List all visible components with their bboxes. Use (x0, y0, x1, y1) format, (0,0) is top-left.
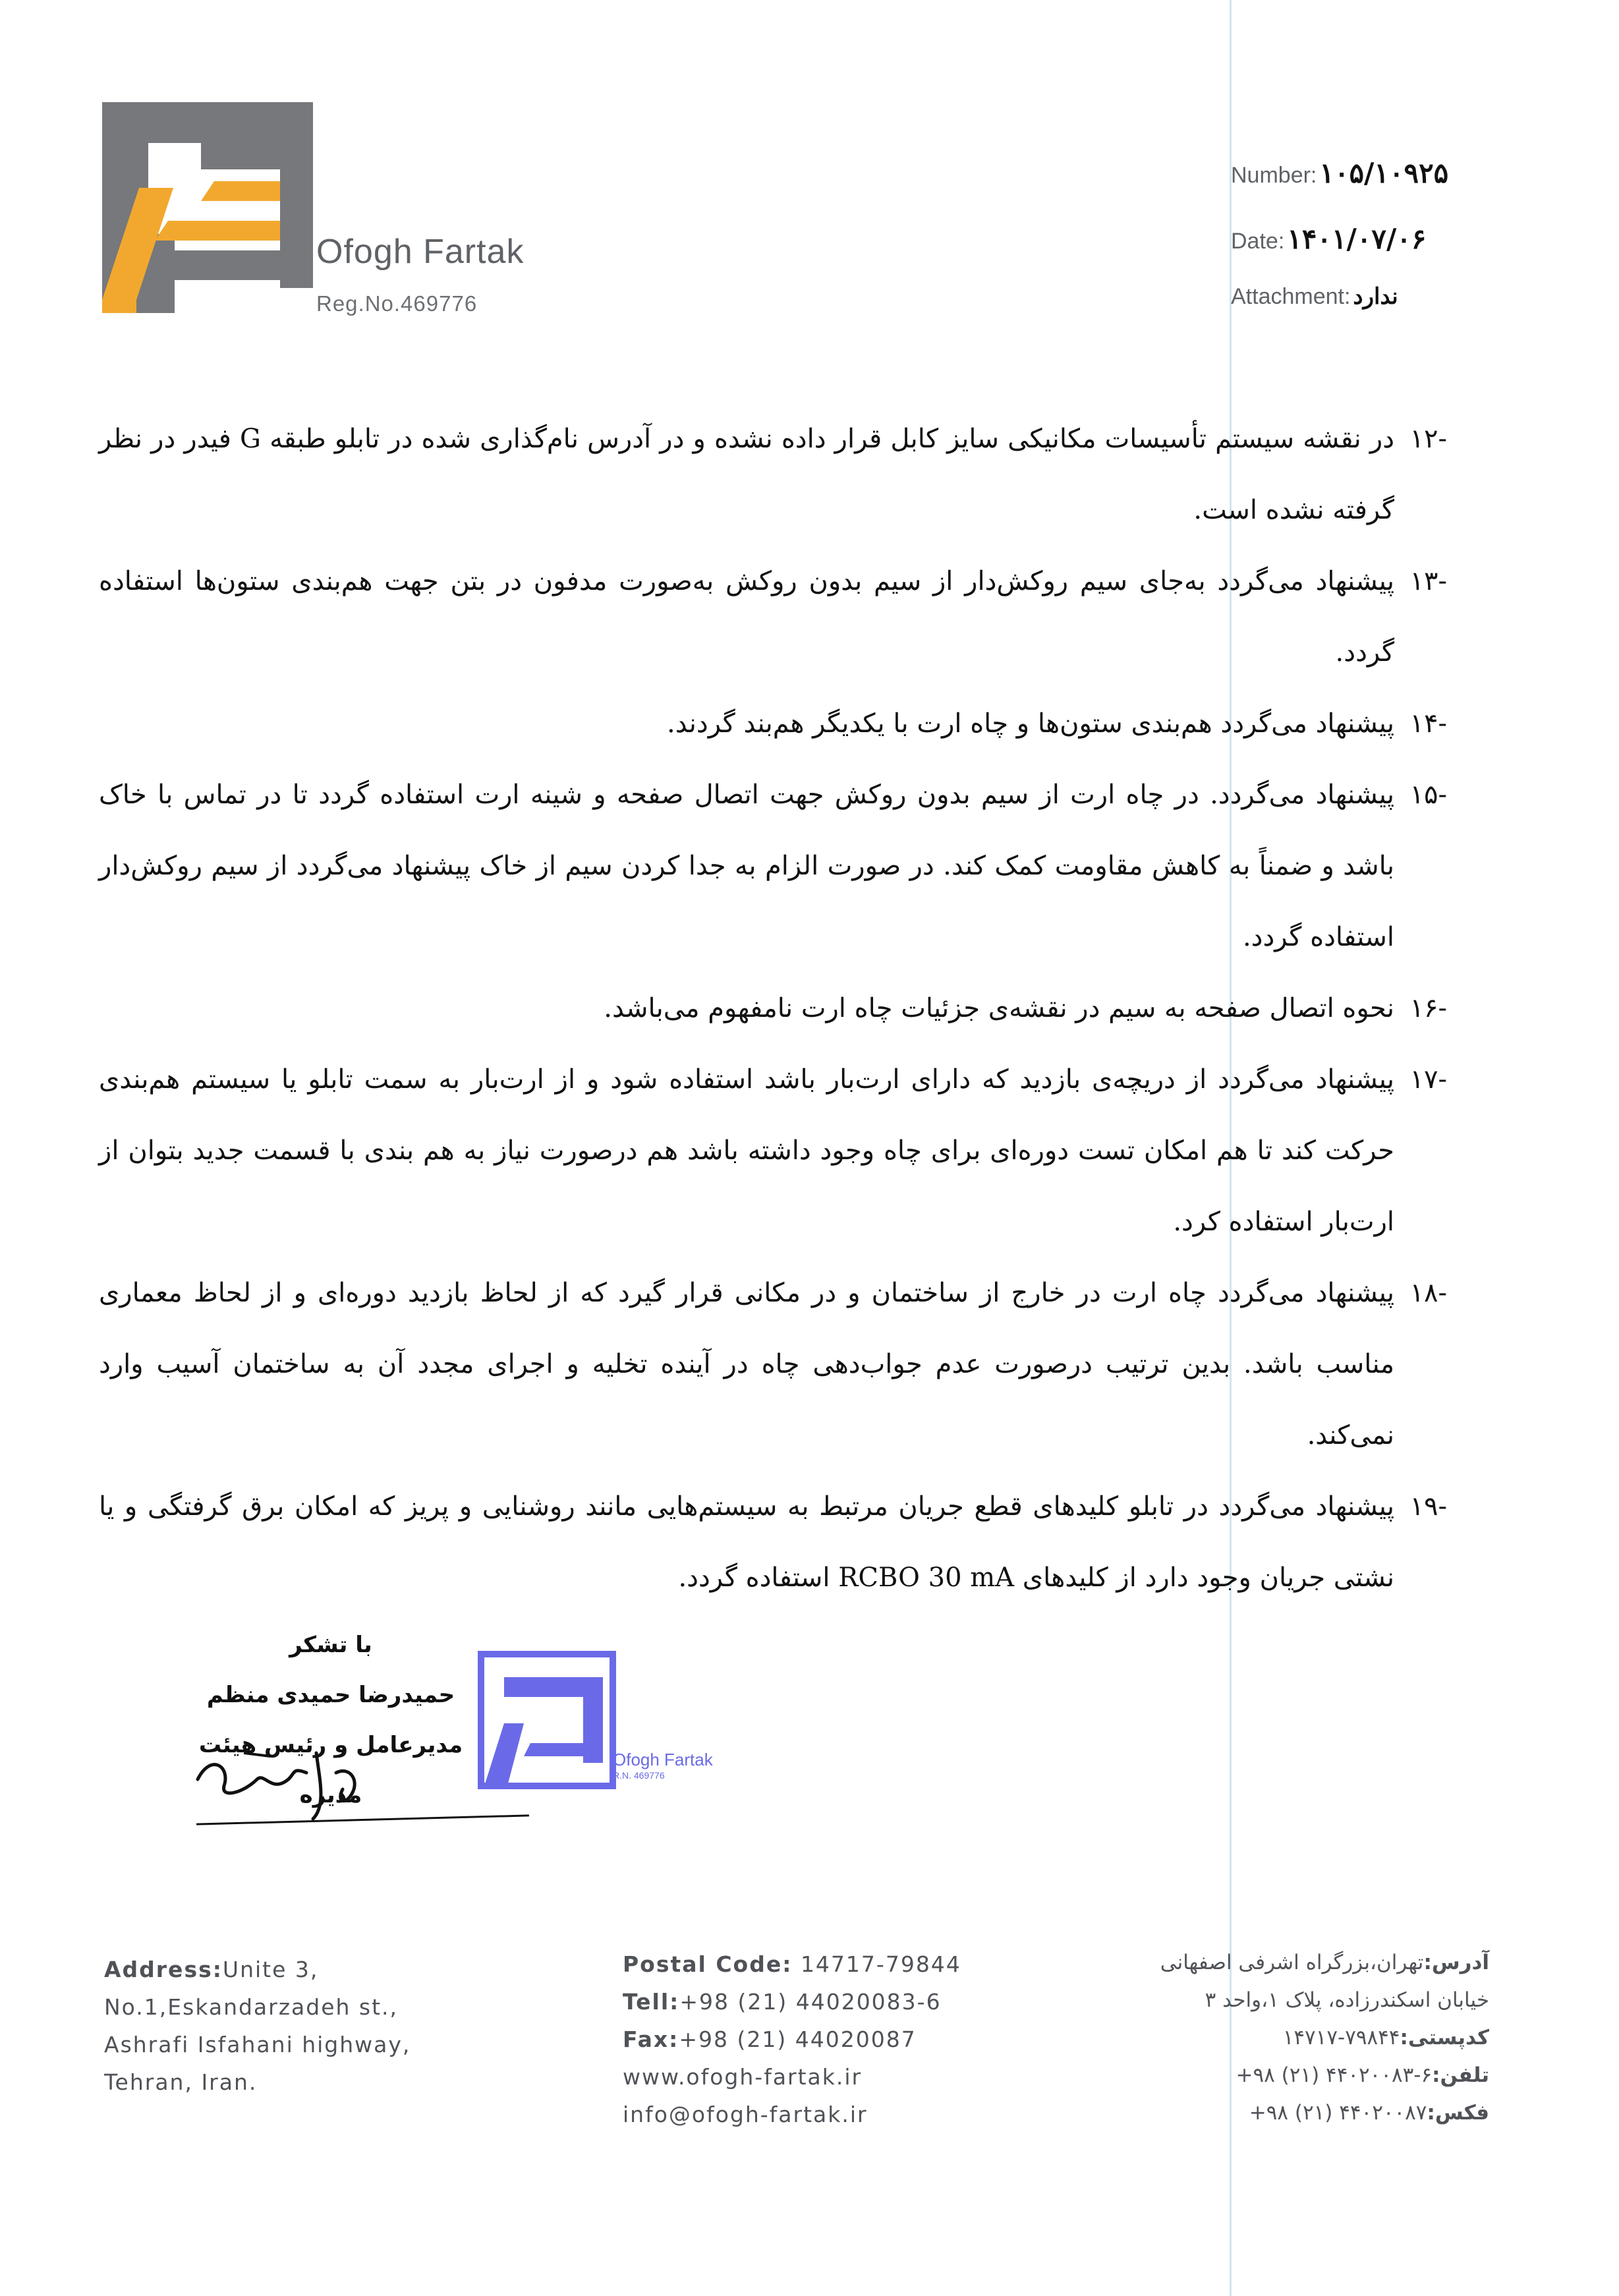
letter-body (99, 403, 1447, 1613)
item-number: -۱۵ (1409, 780, 1447, 810)
fa-postal-value: ۷۹۸۴۴-۱۴۷۱۷ (1282, 2026, 1400, 2050)
fa-tel-value: ۶-۴۴۰۲۰۰۸۳ (۲۱) ۹۸+ (1236, 2063, 1433, 2087)
list-item (99, 1257, 1447, 1471)
fa-tel-label: تلفن: (1432, 2063, 1489, 2087)
tel-value: +98 (21) 44020083-6 (679, 1989, 942, 2015)
signer-title: مدیرعامل و رئیس هیئت مدیره (198, 1732, 463, 1808)
list-item (99, 1471, 1447, 1613)
registration-number: Reg.No.469776 (316, 291, 478, 316)
attachment-value: ندارد (1353, 283, 1398, 310)
letter-number (1231, 157, 1448, 189)
item-number: -۱۳ (1409, 566, 1447, 596)
item-number: -۱۷ (1409, 1064, 1447, 1095)
item-number: -۱۴ (1409, 708, 1447, 739)
signer-name: حمیدرضا حمیدی منظم (206, 1682, 455, 1708)
letter-date (1231, 223, 1426, 255)
tel-label: Tell: (623, 1989, 680, 2015)
fa-address-label: آدرس: (1423, 1951, 1489, 1974)
number-value: ۱۰۵/۱۰۹۲۵ (1319, 157, 1449, 189)
address-line: No.1,Eskandarzadeh st., (104, 1994, 399, 2020)
fa-fax-label: فکس: (1427, 2101, 1489, 2125)
item-number: -۱۹ (1409, 1491, 1447, 1522)
item-text: پیشنهاد می‌گردد. در چاه ارت از سیم بدون روکش جهت اتصال صفحه و شینه ارت استفاده گردد تا در تماس با خاک باشد و ضمناً به کاهش مقاومت کمک کند. در صورت الزام به جدا کردن سیم از خاک پیشنهاد می‌گردد از سیم روکش‌دار استفاده گردد. (99, 780, 1394, 952)
footer-contact (623, 1945, 961, 2133)
stamp-company-name: Ofogh Fartak (613, 1750, 713, 1769)
footer-address-fa (1133, 1944, 1489, 2132)
number-label: Number: (1231, 163, 1317, 188)
item-text: در نقشه سیستم تأسیسات مکانیکی سایز کابل قرار داده نشده و در آدرس نام‌گذاری شده در تابلو طبقه G فیدر در نظر گرفته نشده است. (99, 424, 1395, 525)
item-text: پیشنهاد می‌گردد هم‌بندی ستون‌ها و چاه ارت با یکدیگر هم‌بند گردند. (667, 708, 1394, 739)
postal-label: Postal Code: (623, 1951, 793, 1977)
list-item (99, 759, 1447, 973)
address-label: Address: (104, 1957, 223, 1982)
item-text: پیشنهاد می‌گردد از دریچه‌ی بازدید که دارای ارت‌بار باشد استفاده شود و از ارت‌بار به سمت تابلو یا سیستم هم‌بندی حرکت کند تا هم امکان تست دوره‌ای برای چاه وجود داشته باشد هم درصورت نیاز به هم بندی با قسمت جدید بتوان از ارت‌بار استفاده کرد. (99, 1064, 1394, 1237)
company-stamp (478, 1651, 616, 1789)
item-text: نحوه اتصال صفحه به سیم در نقشه‌ی جزئیات چاه ارت نامفهوم می‌باشد. (604, 993, 1394, 1023)
footer-address-en (104, 1951, 411, 2101)
date-label: Date: (1231, 229, 1285, 254)
fax-value: +98 (21) 44020087 (679, 2026, 917, 2052)
fa-address-line: خیابان اسکندرزاده، پلاک ۱،واحد ۳ (1205, 1988, 1489, 2012)
address-line: Tehran, Iran. (104, 2069, 258, 2095)
list-item (99, 1044, 1447, 1257)
item-text: پیشنهاد می‌گردد چاه ارت در خارج از ساختمان و در مکانی قرار گیرد که از لحاظ بازدید دوره‌ای و از لحاظ معماری مناسب باشد. بدین ترتیب درصورت عدم جواب‌دهی چاه در آینده تخلیه و اجرای مجدد آن به ساختمان آسیب وارد نمی‌کند. (99, 1278, 1394, 1450)
list-item (99, 688, 1447, 759)
fax-label: Fax: (623, 2026, 679, 2052)
address-line: Ashrafi Isfahani highway, (104, 2032, 411, 2057)
address-line: Unite 3, (222, 1957, 319, 1982)
attachment-label: Attachment: (1231, 284, 1351, 309)
item-text: پیشنهاد می‌گردد به‌جای سیم روکش‌دار از سیم بدون روکش به‌صورت مدفون در بتن جهت هم‌بندی ستون‌ها استفاده گردد. (99, 566, 1394, 668)
fa-postal-label: کدپستی: (1400, 2026, 1489, 2050)
company-name: Ofogh Fartak (316, 233, 525, 271)
item-number: -۱۸ (1409, 1278, 1447, 1308)
item-number: -۱۲ (1409, 424, 1447, 454)
item-text: پیشنهاد می‌گردد در تابلو کلیدهای قطع جریان مرتبط به سیستم‌هایی مانند روشنایی و پریز که امکان برق گرفتگی و یا نشتی جریان وجود دارد از کلیدهای RCBO 30 mA استفاده گردد. (99, 1491, 1394, 1593)
date-value: ۱۴۰۱/۰۷/۰۶ (1287, 223, 1427, 255)
stamp-reg-number: R.N. 469776 (613, 1770, 665, 1781)
letter-attachment (1231, 283, 1398, 310)
company-logo (102, 102, 313, 313)
email-link[interactable]: info@ofogh-fartak.ir (623, 2102, 868, 2127)
list-item (99, 403, 1447, 546)
website-link[interactable]: www.ofogh-fartak.ir (623, 2064, 863, 2090)
closing-text: با تشکر (289, 1632, 372, 1658)
handwritten-signature (185, 1727, 369, 1825)
item-number: -۱۶ (1409, 993, 1447, 1023)
fa-fax-value: ۴۴۰۲۰۰۸۷ (۲۱) ۹۸+ (1249, 2101, 1427, 2125)
postal-value: 14717-79844 (800, 1951, 961, 1977)
list-item (99, 973, 1447, 1044)
list-item (99, 546, 1447, 688)
fa-address-line: تهران،بزرگراه اشرفی اصفهانی (1160, 1951, 1424, 1974)
